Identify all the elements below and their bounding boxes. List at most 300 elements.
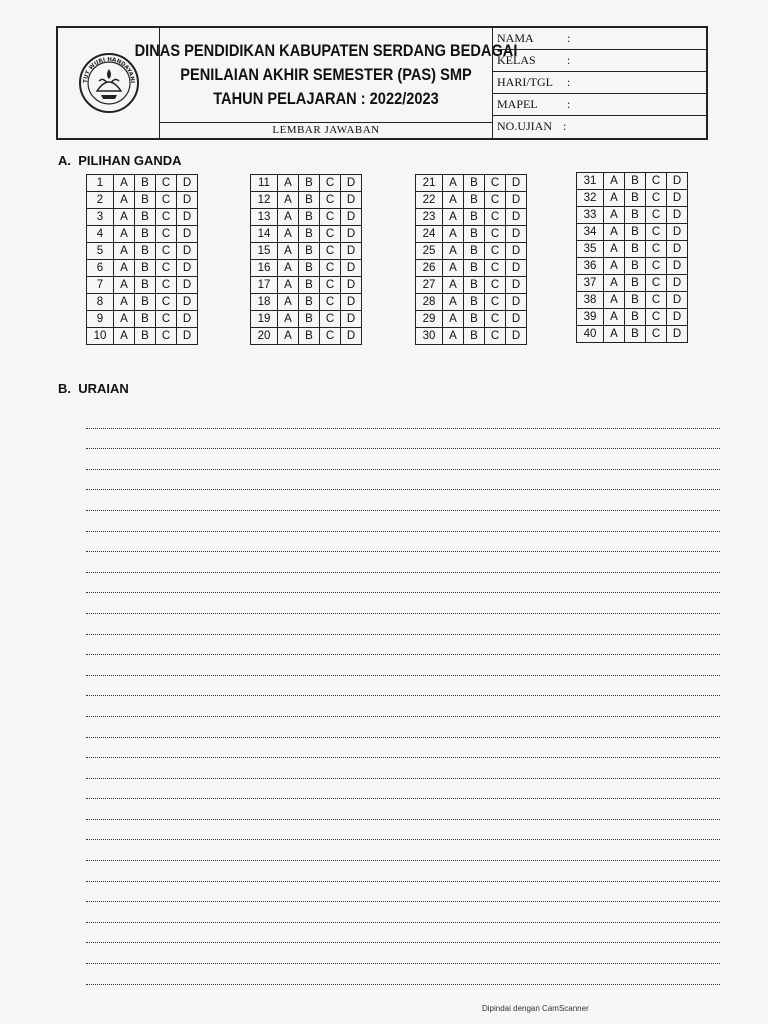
answer-row-36 [577,258,688,275]
essay-line[interactable] [86,470,720,491]
essay-line[interactable] [86,552,720,573]
answer-row-17 [251,277,362,294]
option-b-cell[interactable]: B [135,328,156,345]
scanner-watermark: Dipindai dengan CamScanner [482,1004,589,1013]
answer-grid-1-10 [86,174,198,345]
answer-row-34 [577,224,688,241]
option-d-cell[interactable]: D [506,209,527,226]
question-number: 38 [577,292,604,309]
field-label: KELAS [497,53,536,67]
option-d-cell[interactable]: D [341,260,362,277]
option-d-cell[interactable]: D [341,226,362,243]
option-c-cell[interactable]: C [320,243,341,260]
answer-row-31 [577,173,688,190]
option-a-cell[interactable]: A [604,258,625,275]
option-c-cell[interactable]: C [320,311,341,328]
option-b-cell[interactable]: B [464,328,485,345]
option-b-cell[interactable]: B [464,192,485,209]
option-a-cell[interactable]: A [443,175,464,192]
option-a-cell[interactable]: A [604,309,625,326]
question-number: 13 [251,209,278,226]
option-a-cell[interactable]: A [604,224,625,241]
option-a-cell[interactable]: A [278,311,299,328]
option-b-cell[interactable]: B [625,173,646,190]
question-number: 23 [416,209,443,226]
option-a-cell[interactable]: A [278,243,299,260]
option-d-cell[interactable]: D [667,173,688,190]
answer-row-9 [87,311,198,328]
option-c-cell[interactable]: C [320,175,341,192]
option-d-cell[interactable]: D [667,241,688,258]
essay-line[interactable] [86,943,720,964]
option-a-cell[interactable]: A [443,260,464,277]
essay-line[interactable] [86,635,720,656]
option-d-cell[interactable]: D [667,258,688,275]
option-a-cell[interactable]: A [114,226,135,243]
essay-line[interactable] [86,511,720,532]
answer-row-33 [577,207,688,224]
field-label: HARI/TGL [497,75,553,89]
answer-row-26 [416,260,527,277]
option-c-cell[interactable]: C [156,175,177,192]
option-a-cell[interactable]: A [278,209,299,226]
option-b-cell[interactable]: B [625,292,646,309]
essay-line[interactable] [86,840,720,861]
field-colon: : [567,75,571,89]
option-b-cell[interactable]: B [299,226,320,243]
section-a-marker: A. [58,153,71,168]
option-d-cell[interactable]: D [506,311,527,328]
option-b-cell[interactable]: B [299,243,320,260]
option-a-cell[interactable]: A [443,277,464,294]
option-d-cell[interactable]: D [667,326,688,343]
option-b-cell[interactable]: B [464,209,485,226]
essay-line[interactable] [86,964,720,985]
option-c-cell[interactable]: C [156,277,177,294]
option-b-cell[interactable]: B [625,275,646,292]
option-a-cell[interactable]: A [604,326,625,343]
option-c-cell[interactable]: C [646,190,667,207]
option-b-cell[interactable]: B [625,258,646,275]
essay-line[interactable] [86,902,720,923]
option-b-cell[interactable]: B [135,311,156,328]
question-number: 6 [87,260,114,277]
option-c-cell[interactable]: C [485,243,506,260]
essay-line[interactable] [86,449,720,470]
section-a-title [58,153,182,168]
option-b-cell[interactable]: B [135,192,156,209]
option-b-cell[interactable]: B [464,243,485,260]
option-a-cell[interactable]: A [114,175,135,192]
question-number: 11 [251,175,278,192]
option-d-cell[interactable]: D [177,311,198,328]
question-number: 37 [577,275,604,292]
option-c-cell[interactable]: C [320,328,341,345]
answer-row-15 [251,243,362,260]
essay-line[interactable] [86,758,720,779]
option-b-cell[interactable]: B [135,175,156,192]
essay-line[interactable] [86,408,720,429]
option-c-cell[interactable]: C [320,294,341,311]
option-a-cell[interactable]: A [443,209,464,226]
option-a-cell[interactable]: A [604,207,625,224]
question-number: 31 [577,173,604,190]
option-c-cell[interactable]: C [485,277,506,294]
option-d-cell[interactable]: D [506,328,527,345]
option-c-cell[interactable]: C [646,224,667,241]
answer-row-40 [577,326,688,343]
option-c-cell[interactable]: C [646,275,667,292]
option-d-cell[interactable]: D [341,175,362,192]
answer-row-24 [416,226,527,243]
option-d-cell[interactable]: D [177,192,198,209]
essay-line[interactable] [86,429,720,450]
essay-line[interactable] [86,532,720,553]
option-a-cell[interactable]: A [604,241,625,258]
answer-row-18 [251,294,362,311]
answer-row-7 [87,277,198,294]
option-d-cell[interactable]: D [506,192,527,209]
option-a-cell[interactable]: A [278,328,299,345]
option-d-cell[interactable]: D [341,311,362,328]
option-b-cell[interactable]: B [135,277,156,294]
option-a-cell[interactable]: A [443,192,464,209]
answer-row-20 [251,328,362,345]
option-a-cell[interactable]: A [114,209,135,226]
question-number: 8 [87,294,114,311]
option-a-cell[interactable]: A [114,192,135,209]
essay-line[interactable] [86,655,720,676]
essay-line[interactable] [86,676,720,697]
option-b-cell[interactable]: B [464,311,485,328]
option-a-cell[interactable]: A [443,311,464,328]
option-d-cell[interactable]: D [341,192,362,209]
essay-line[interactable] [86,573,720,594]
option-a-cell[interactable]: A [278,294,299,311]
option-b-cell[interactable]: B [464,294,485,311]
option-d-cell[interactable]: D [177,209,198,226]
option-a-cell[interactable]: A [278,175,299,192]
question-number: 16 [251,260,278,277]
option-c-cell[interactable]: C [320,226,341,243]
option-b-cell[interactable]: B [625,190,646,207]
option-b-cell[interactable]: B [299,277,320,294]
section-b-title [58,381,129,396]
option-c-cell[interactable]: C [156,294,177,311]
identity-fields [492,28,706,138]
title-line-1: DINAS PENDIDIKAN KABUPATEN SERDANG BEDAGAI [134,41,518,60]
option-d-cell[interactable]: D [341,294,362,311]
option-d-cell[interactable]: D [177,294,198,311]
answer-row-5 [87,243,198,260]
section-b-marker: B. [58,381,71,396]
option-a-cell[interactable]: A [443,328,464,345]
section-b-label: URAIAN [78,381,129,396]
option-b-cell[interactable]: B [299,260,320,277]
option-b-cell[interactable]: B [625,326,646,343]
field-nama[interactable] [493,28,706,50]
question-number: 40 [577,326,604,343]
answer-row-28 [416,294,527,311]
option-a-cell[interactable]: A [114,277,135,294]
option-d-cell[interactable]: D [506,294,527,311]
option-c-cell[interactable]: C [320,277,341,294]
option-c-cell[interactable]: C [485,328,506,345]
sheet-label: LEMBAR JAWABAN [160,122,492,138]
option-b-cell[interactable]: B [135,209,156,226]
option-d-cell[interactable]: D [341,277,362,294]
option-c-cell[interactable]: C [156,192,177,209]
option-a-cell[interactable]: A [114,311,135,328]
option-c-cell[interactable]: C [485,311,506,328]
answer-row-29 [416,311,527,328]
question-number: 29 [416,311,443,328]
option-c-cell[interactable]: C [485,294,506,311]
question-number: 32 [577,190,604,207]
answer-row-23 [416,209,527,226]
option-c-cell[interactable]: C [646,173,667,190]
answer-row-39 [577,309,688,326]
question-number: 21 [416,175,443,192]
answer-row-21 [416,175,527,192]
answer-row-14 [251,226,362,243]
field-label: NAMA [497,31,534,45]
option-a-cell[interactable]: A [604,292,625,309]
option-a-cell[interactable]: A [604,275,625,292]
tut-wuri-handayani-logo-icon [77,51,141,115]
option-a-cell[interactable]: A [278,226,299,243]
option-d-cell[interactable]: D [506,175,527,192]
question-number: 10 [87,328,114,345]
field-hari-tgl[interactable] [493,72,706,94]
option-c-cell[interactable]: C [485,175,506,192]
answer-row-2 [87,192,198,209]
option-d-cell[interactable]: D [177,328,198,345]
question-number: 9 [87,311,114,328]
question-number: 5 [87,243,114,260]
essay-answer-lines [86,408,720,985]
title-line-2: PENILAIAN AKHIR SEMESTER (PAS) SMP [180,65,472,84]
option-d-cell[interactable]: D [506,226,527,243]
option-d-cell[interactable]: D [667,224,688,241]
question-number: 35 [577,241,604,258]
question-number: 28 [416,294,443,311]
answer-row-32 [577,190,688,207]
option-c-cell[interactable]: C [156,226,177,243]
option-c-cell[interactable]: C [646,241,667,258]
option-c-cell[interactable]: C [156,328,177,345]
essay-line[interactable] [86,923,720,944]
question-number: 14 [251,226,278,243]
option-a-cell[interactable]: A [604,190,625,207]
question-number: 20 [251,328,278,345]
answer-row-12 [251,192,362,209]
option-d-cell[interactable]: D [177,175,198,192]
option-b-cell[interactable]: B [135,243,156,260]
option-c-cell[interactable]: C [485,209,506,226]
option-c-cell[interactable]: C [485,260,506,277]
essay-line[interactable] [86,820,720,841]
option-d-cell[interactable]: D [177,243,198,260]
option-d-cell[interactable]: D [506,243,527,260]
answer-row-4 [87,226,198,243]
option-c-cell[interactable]: C [156,243,177,260]
answer-row-38 [577,292,688,309]
question-number: 39 [577,309,604,326]
option-a-cell[interactable]: A [114,243,135,260]
field-label: MAPEL [497,97,538,111]
field-colon: : [567,97,571,111]
option-d-cell[interactable]: D [341,209,362,226]
option-c-cell[interactable]: C [646,326,667,343]
option-d-cell[interactable]: D [506,260,527,277]
essay-line[interactable] [86,696,720,717]
question-number: 19 [251,311,278,328]
title-line-3: TAHUN PELAJARAN : 2022/2023 [213,89,439,108]
option-a-cell[interactable]: A [114,328,135,345]
option-a-cell[interactable]: A [278,260,299,277]
option-d-cell[interactable]: D [667,190,688,207]
option-c-cell[interactable]: C [156,260,177,277]
question-number: 22 [416,192,443,209]
option-b-cell[interactable]: B [135,226,156,243]
question-number: 36 [577,258,604,275]
essay-line[interactable] [86,779,720,800]
question-number: 17 [251,277,278,294]
question-number: 2 [87,192,114,209]
option-d-cell[interactable]: D [341,328,362,345]
option-b-cell[interactable]: B [464,226,485,243]
answer-row-22 [416,192,527,209]
option-b-cell[interactable]: B [299,209,320,226]
answer-row-8 [87,294,198,311]
option-d-cell[interactable]: D [177,277,198,294]
answer-grid-31-40 [576,172,688,343]
answer-row-25 [416,243,527,260]
question-number: 4 [87,226,114,243]
option-d-cell[interactable]: D [667,275,688,292]
field-label: NO.UJIAN [497,119,552,133]
answer-row-1 [87,175,198,192]
option-d-cell[interactable]: D [177,226,198,243]
option-c-cell[interactable]: C [156,311,177,328]
option-a-cell[interactable]: A [443,243,464,260]
question-number: 3 [87,209,114,226]
option-b-cell[interactable]: B [464,175,485,192]
option-c-cell[interactable]: C [646,258,667,275]
option-b-cell[interactable]: B [135,260,156,277]
answer-row-37 [577,275,688,292]
option-b-cell[interactable]: B [464,277,485,294]
answer-row-10 [87,328,198,345]
option-d-cell[interactable]: D [667,207,688,224]
option-c-cell[interactable]: C [646,292,667,309]
option-a-cell[interactable]: A [114,294,135,311]
answer-row-27 [416,277,527,294]
essay-line[interactable] [86,490,720,511]
field-mapel[interactable] [493,94,706,116]
option-d-cell[interactable]: D [506,277,527,294]
option-d-cell[interactable]: D [667,309,688,326]
question-number: 33 [577,207,604,224]
option-a-cell[interactable]: A [443,294,464,311]
essay-line[interactable] [86,799,720,820]
option-d-cell[interactable]: D [667,292,688,309]
essay-line[interactable] [86,717,720,738]
option-c-cell[interactable]: C [646,309,667,326]
option-b-cell[interactable]: B [625,241,646,258]
answer-row-35 [577,241,688,258]
answer-row-19 [251,311,362,328]
field-colon: : [567,53,571,67]
option-b-cell[interactable]: B [299,294,320,311]
answer-row-11 [251,175,362,192]
answer-grid-21-30 [415,174,527,345]
question-number: 34 [577,224,604,241]
answer-row-6 [87,260,198,277]
option-c-cell[interactable]: C [320,192,341,209]
field-colon: : [563,119,567,133]
essay-line[interactable] [86,882,720,903]
option-b-cell[interactable]: B [625,224,646,241]
option-a-cell[interactable]: A [278,277,299,294]
option-a-cell[interactable]: A [443,226,464,243]
option-a-cell[interactable]: A [278,192,299,209]
option-a-cell[interactable]: A [114,260,135,277]
option-b-cell[interactable]: B [299,311,320,328]
question-number: 12 [251,192,278,209]
question-number: 25 [416,243,443,260]
header-box [56,26,708,140]
option-d-cell[interactable]: D [341,243,362,260]
option-d-cell[interactable]: D [177,260,198,277]
option-b-cell[interactable]: B [299,328,320,345]
option-b-cell[interactable]: B [135,294,156,311]
option-c-cell[interactable]: C [320,260,341,277]
question-number: 1 [87,175,114,192]
option-b-cell[interactable]: B [299,175,320,192]
question-number: 30 [416,328,443,345]
svg-text:TUT WURI HANDAYANI: TUT WURI HANDAYANI [82,56,135,84]
option-b-cell[interactable]: B [625,207,646,224]
essay-line[interactable] [86,593,720,614]
question-number: 7 [87,277,114,294]
essay-line[interactable] [86,614,720,635]
option-a-cell[interactable]: A [604,173,625,190]
option-c-cell[interactable]: C [320,209,341,226]
answer-row-13 [251,209,362,226]
answer-row-30 [416,328,527,345]
option-c-cell[interactable]: C [485,192,506,209]
essay-line[interactable] [86,738,720,759]
essay-line[interactable] [86,861,720,882]
section-a-label: PILIHAN GANDA [78,153,182,168]
option-c-cell[interactable]: C [485,226,506,243]
answer-row-3 [87,209,198,226]
question-number: 15 [251,243,278,260]
option-b-cell[interactable]: B [625,309,646,326]
answer-row-16 [251,260,362,277]
question-number: 27 [416,277,443,294]
option-b-cell[interactable]: B [464,260,485,277]
answer-grid-11-20 [250,174,362,345]
option-c-cell[interactable]: C [156,209,177,226]
field-no-ujian[interactable] [493,116,706,138]
option-b-cell[interactable]: B [299,192,320,209]
question-number: 18 [251,294,278,311]
option-c-cell[interactable]: C [646,207,667,224]
field-kelas[interactable] [493,50,706,72]
